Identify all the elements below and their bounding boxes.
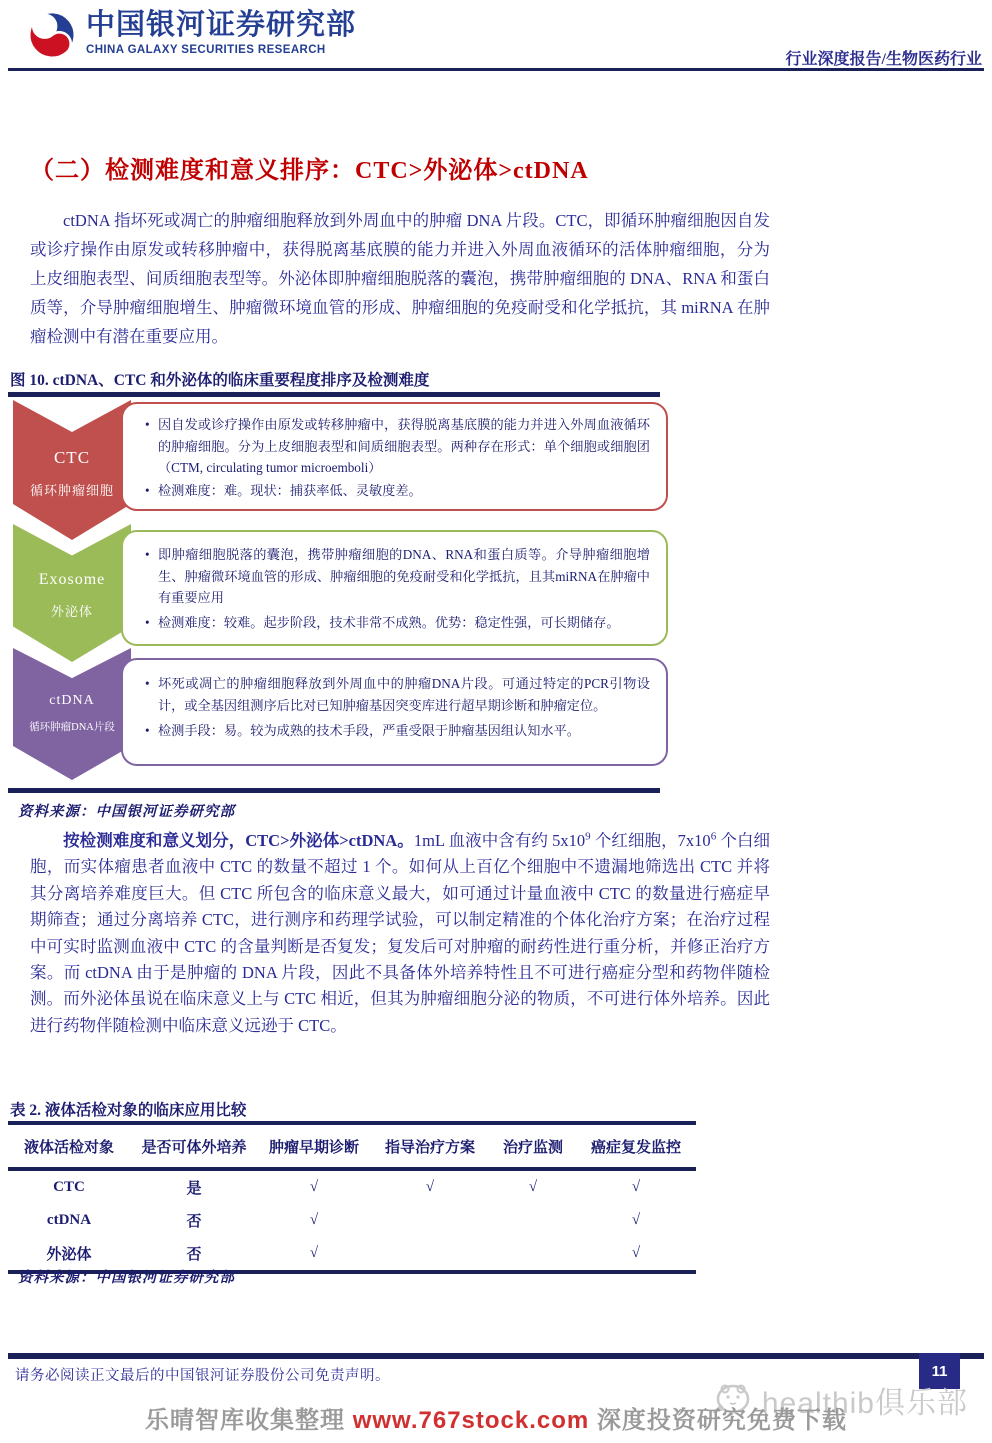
chevron-ctc-label-cn: 循环肿瘤细胞 bbox=[29, 482, 114, 498]
chevron-ctc-label-en: CTC bbox=[53, 447, 91, 467]
paragraph-2-text: 1mL 血液中含有约 5x10 bbox=[413, 831, 586, 850]
table-cell bbox=[490, 1204, 576, 1237]
chevron-ctc-label bbox=[13, 448, 131, 499]
superscript-6: 6 bbox=[710, 830, 717, 843]
table-title: 表 2. 液体活检对象的临床应用比较 bbox=[10, 1102, 247, 1119]
section-heading: （二）检测难度和意义排序：CTC>外泌体>ctDNA bbox=[30, 158, 589, 184]
table-cell bbox=[370, 1237, 490, 1272]
table-cell: 否 bbox=[186, 1214, 202, 1230]
brand-subtitle: CHINA GALAXY SECURITIES RESEARCH bbox=[86, 43, 326, 56]
report-type-label: 行业深度报告/生物医药行业 bbox=[785, 51, 982, 68]
chevron-ctc bbox=[13, 400, 131, 540]
table-cell: √ bbox=[528, 1179, 538, 1195]
chevron-ctdna-label-en: ctDNA bbox=[49, 692, 95, 708]
info-box-exosome bbox=[121, 530, 668, 646]
chevron-exosome-label bbox=[13, 571, 131, 620]
chevron-exosome bbox=[13, 524, 131, 662]
info-box-exosome-list bbox=[145, 544, 650, 634]
figure-diagram bbox=[8, 397, 668, 787]
body-paragraph-1: ctDNA 指坏死或凋亡的肿瘤细胞释放到外周血中的肿瘤 DNA 片段。CTC，即循环肿瘤细胞因自发或诊疗操作由原发或转移肿瘤中，获得脱离基底膜的能力并进入外周血液循环的活体肿瘤细胞，分为上皮细胞表型、间质细胞表型等。外泌体即肿瘤细胞脱落的囊泡，携带肿瘤细胞的 DNA、RNA 和蛋白质等，介导肿瘤细胞增生、肿瘤微环境血管的形成、肿瘤细胞的免疫耐受和化学抵抗，其 miRNA 在肿瘤检测中有潜在重要应用。 bbox=[30, 211, 770, 346]
column-header: 治疗监测 bbox=[490, 1123, 576, 1169]
header-rule bbox=[8, 68, 984, 71]
body-paragraph-2 bbox=[30, 828, 770, 1039]
table-cell: 外泌体 bbox=[46, 1247, 92, 1263]
banner-prefix: 乐晴智库收集整理 bbox=[145, 1407, 353, 1434]
bottom-banner bbox=[0, 1400, 992, 1435]
brand-title: 中国银河证券研究部 bbox=[86, 9, 357, 41]
footer-rule bbox=[8, 1353, 984, 1359]
disclaimer-text: 请务必阅读正文最后的中国银河证券股份公司免责声明。 bbox=[15, 1368, 390, 1384]
info-box-ctdna-list bbox=[145, 673, 650, 742]
table-cell: 否 bbox=[186, 1247, 202, 1263]
table-cell: √ bbox=[309, 1212, 319, 1228]
chevron-ctdna-label-cn: 循环肿瘤DNA片段 bbox=[29, 721, 115, 733]
bullet-item: • 检测手段：易。较为成熟的技术手段，严重受限于肿瘤基因组认知水平。 bbox=[145, 720, 650, 742]
figure-source-note: 资料来源：中国银河证券研究部 bbox=[18, 804, 235, 820]
bullet-item: • 检测难度：难。现状：捕获率低、灵敏度差。 bbox=[145, 480, 650, 502]
info-box-ctdna bbox=[121, 658, 668, 766]
table-header bbox=[8, 1123, 696, 1169]
table-cell bbox=[370, 1204, 490, 1237]
banner-url-link[interactable]: www.767stock.com bbox=[352, 1407, 590, 1434]
bullet-item: • 坏死或凋亡的肿瘤细胞释放到外周血中的肿瘤DNA片段。可通过特定的PCR引物设计，或全基因组测序后比对已知肿瘤基因突变库进行超早期诊断和肿瘤定位。 bbox=[145, 673, 650, 716]
table-cell: ctDNA bbox=[46, 1212, 92, 1228]
bullet-item: • 检测难度：较难。起步阶段，技术非常不成熟。优势：稳定性强，可长期储存。 bbox=[145, 612, 650, 634]
table-header-row bbox=[8, 1123, 696, 1169]
chevron-exosome-label-en: Exosome bbox=[38, 570, 106, 588]
table-cell: √ bbox=[425, 1179, 435, 1195]
info-box-ctc bbox=[121, 402, 668, 511]
watermark-text: healthib俱乐部 bbox=[761, 1387, 968, 1420]
table-cell: √ bbox=[309, 1245, 319, 1261]
column-header: 肿瘤早期诊断 bbox=[258, 1123, 370, 1169]
banner-suffix: 深度投资研究免费下载 bbox=[589, 1407, 847, 1434]
table-row bbox=[8, 1169, 696, 1204]
chevron-exosome-label-cn: 外泌体 bbox=[50, 603, 93, 619]
column-header: 是否可体外培养 bbox=[130, 1123, 258, 1169]
paragraph-2-text: 个红细胞，7x10 bbox=[590, 831, 711, 850]
table-source-note: 资料来源：中国银河证券研究部 bbox=[18, 1270, 235, 1286]
table-cell: √ bbox=[631, 1245, 641, 1261]
superscript-9: 9 bbox=[585, 830, 591, 843]
column-header: 指导治疗方案 bbox=[370, 1123, 490, 1169]
table-row bbox=[8, 1204, 696, 1237]
table-body bbox=[8, 1169, 696, 1272]
paragraph-2-text: 个白细胞，而实体瘤患者血液中 CTC 的数量不超过 1 个。如何从上百亿个细胞中不遗漏地筛选出 CTC 并将其分离培养难度巨大。但 CTC 所包含的临床意义最大，如可通过计量血液中 CTC 的数量进行癌症早期筛查；通过分离培养 CTC，进行测序和药理学试验，可以制定精准的个体化治疗方案；在治疗过程中可实时监测血液中 CTC 的含量判断是否复发；复发后可对肿瘤的耐药性进行重分析，并修正治疗方案。而 ctDNA 由于是肿瘤的 DNA 片段，因此不具备体外培养特性且不可进行癌症分型和药物伴随检测。而外泌体虽说在临床意义上与 CTC 相近，但其为肿瘤细胞分泌的物质，不可进行体外培养。因此进行药物伴随检测中临床意义远逊于 CTC。 bbox=[30, 831, 771, 1035]
table-cell: √ bbox=[631, 1179, 641, 1195]
info-box-ctc-list bbox=[145, 414, 650, 502]
table-cell: √ bbox=[309, 1179, 319, 1195]
figure-title: 图 10. ctDNA、CTC 和外泌体的临床重要程度排序及检测难度 bbox=[10, 372, 430, 389]
paragraph-2-lead: 按检测难度和意义划分，CTC>外泌体>ctDNA。 bbox=[63, 831, 414, 850]
chevron-ctdna-label bbox=[13, 693, 131, 734]
table-cell: CTC bbox=[53, 1179, 85, 1195]
table-cell bbox=[490, 1237, 576, 1272]
galaxy-securities-logo-icon bbox=[26, 8, 78, 64]
page-number-badge: 11 bbox=[919, 1353, 960, 1389]
table-cell: √ bbox=[631, 1212, 641, 1228]
figure-bottom-rule bbox=[8, 788, 660, 793]
column-header: 癌症复发监控 bbox=[576, 1123, 696, 1169]
table-cell: 是 bbox=[186, 1181, 202, 1197]
column-header: 液体活检对象 bbox=[8, 1123, 130, 1169]
bullet-item: • 因自发或诊疗操作由原发或转移肿瘤中，获得脱离基底膜的能力并进入外周血液循环的肿瘤细胞。分为上皮细胞表型和间质细胞表型。两种存在形式：单个细胞或细胞团（CTM, circulating tumor microemboli） bbox=[145, 414, 650, 479]
chevron-ctdna bbox=[13, 648, 131, 780]
brand-block bbox=[86, 10, 356, 56]
bullet-item: • 即肿瘤细胞脱落的囊泡，携带肿瘤细胞的DNA、RNA和蛋白质等。介导肿瘤细胞增生、肿瘤微环境血管的形成、肿瘤细胞的免疫耐受和化学抵抗，且其miRNA在肿瘤中有重要应用 bbox=[145, 544, 650, 609]
comparison-table bbox=[8, 1121, 696, 1274]
